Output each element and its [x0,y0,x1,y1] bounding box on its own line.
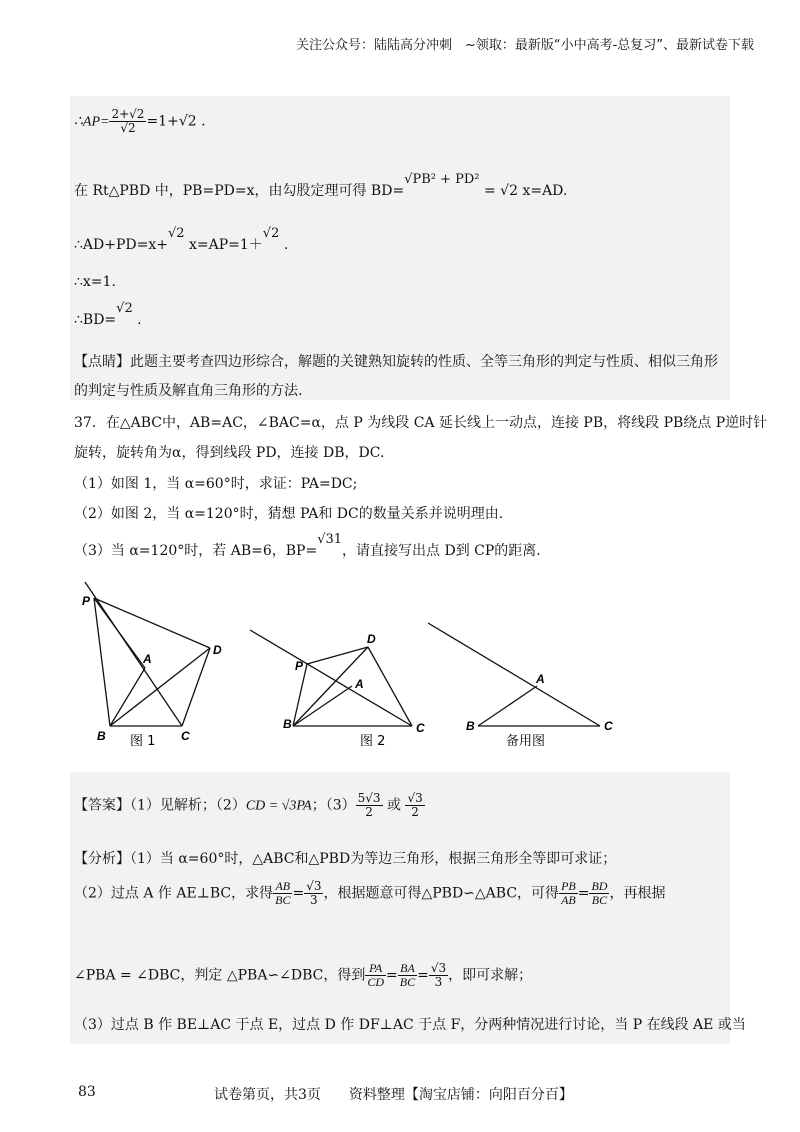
problem-q2: （2）如图 2，当 α=120°时，猜想 PA和 DC的数量关系并说明理由. [74,506,504,522]
fig3-caption: 备用图 [506,734,546,749]
fig2-label-C: C [416,721,425,735]
fraction: $\frac{BD}{BC}$ [591,879,608,908]
fig2-label-P: P [295,659,304,673]
figure-2 [250,630,412,726]
problem-line-2: 旋转，旋转角为α，得到线段 PD，连接 DB，DC. [74,445,385,461]
solution-line-1: ∴AP= $\frac{2+√2}{√2}$ =1+√2 . [74,107,206,136]
fig3-label-C: C [604,719,613,733]
fig1-label-B: B [97,729,106,743]
dianjing-line-1: 【点睛】此题主要考查四边形综合，解题的关键熟知旋转的性质、全等三角形的判定与性质、相似三角形 [74,354,718,370]
page-number: 83 [78,1084,96,1100]
solution-line-3: ∴AD+PD=x+√2 x=AP=1＋√2 . [74,226,289,253]
answer-line: 【答案】（1）见解析；（2）CD = √3PA；（3） $\frac{5√3}{2}$ 或 $\frac{√3}{2}$ [74,791,423,820]
fig1-label-A: A [143,652,152,666]
solution-line-4: ∴x=1. [74,274,116,290]
fig1-label-C: C [181,729,190,743]
problem-q1: （1）如图 1，当 α=60°时，求证：PA=DC; [74,476,358,492]
fraction: $\frac{5√3}{2}$ [357,791,381,820]
analysis-line-4: （3）过点 B 作 BE⊥AC 于点 E，过点 D 作 DF⊥AC 于点 F，分两种情况进行讨论，当 P 在线段 AE 或当 [74,1017,746,1033]
fraction: $\frac{PA}{CD}$ [367,961,385,990]
footer-text: 试卷第页，共3页 资料整理【淘宝店铺：向阳百分百】 [214,1087,573,1103]
fig2-label-A: A [355,677,364,691]
fraction: $\frac{√3}{3}$ [306,879,322,908]
problem-line-1: 37．在△ABC中，AB=AC，∠BAC=α，点 P 为线段 CA 延长线上一动点，连接 PB，将线段 PB绕点 P逆时针 [74,415,768,431]
fraction: $\frac{BA}{BC}$ [399,961,416,990]
analysis-line-1: 【分析】（1）当 α=60°时，△ABC和△PBD为等边三角形，根据三角形全等即可求证； [74,851,617,867]
fig3-label-A: A [536,672,545,686]
fig2-label-D: D [367,632,376,646]
analysis-line-2: （2）过点 A 作 AE⊥BC，求得 $\frac{AB}{BC}$ = $\frac{√3}{3}$ ，根据题意可得△PBD∽△ABC，可得 $\frac{PB}{AB}$ = $\frac{BD}{BC}$ ，再根据 [74,879,666,908]
dianjing-line-2: 的判定与性质及解直角三角形的方法. [74,383,303,399]
figure-1 [85,582,210,726]
problem-q3: （3）当 α=120°时，若 AB=6，BP=√31，请直接写出点 D到 CP的距离. [74,532,541,559]
solution-line-5: ∴BD=√2 . [74,301,142,328]
fig2-caption: 图 2 [360,734,386,749]
fraction: $\frac{2+√2}{√2}$ [111,107,145,136]
analysis-line-3: ∠PBA = ∠DBC，判定 △PBA∽∠DBC，得到 $\frac{PA}{CD}$ = $\frac{BA}{BC}$ = $\frac{√3}{3}$ ，即可求解； [74,961,533,990]
fraction: $\frac{√3}{3}$ [430,961,447,990]
fig2-label-B: B [283,717,292,731]
fraction: $\frac{AB}{BC}$ [275,879,291,908]
fig1-label-D: D [213,643,222,657]
fig1-label-P: P [82,594,91,608]
fig1-caption: 图 1 [130,734,156,749]
fig3-label-B: B [466,719,475,733]
fraction: $\frac{√3}{2}$ [407,791,423,820]
fraction: $\frac{PB}{AB}$ [561,879,576,908]
figure-3 [428,623,600,726]
page-header: 关注公众号：陆陆高分冲刺 ~领取：最新版“小中高考-总复习”、最新试卷下载 [295,38,754,53]
solution-line-2: 在 Rt△PBD 中，PB=PD=x，由勾股定理可得 BD=√PB² + PD² = √2 x=AD. [74,172,568,199]
